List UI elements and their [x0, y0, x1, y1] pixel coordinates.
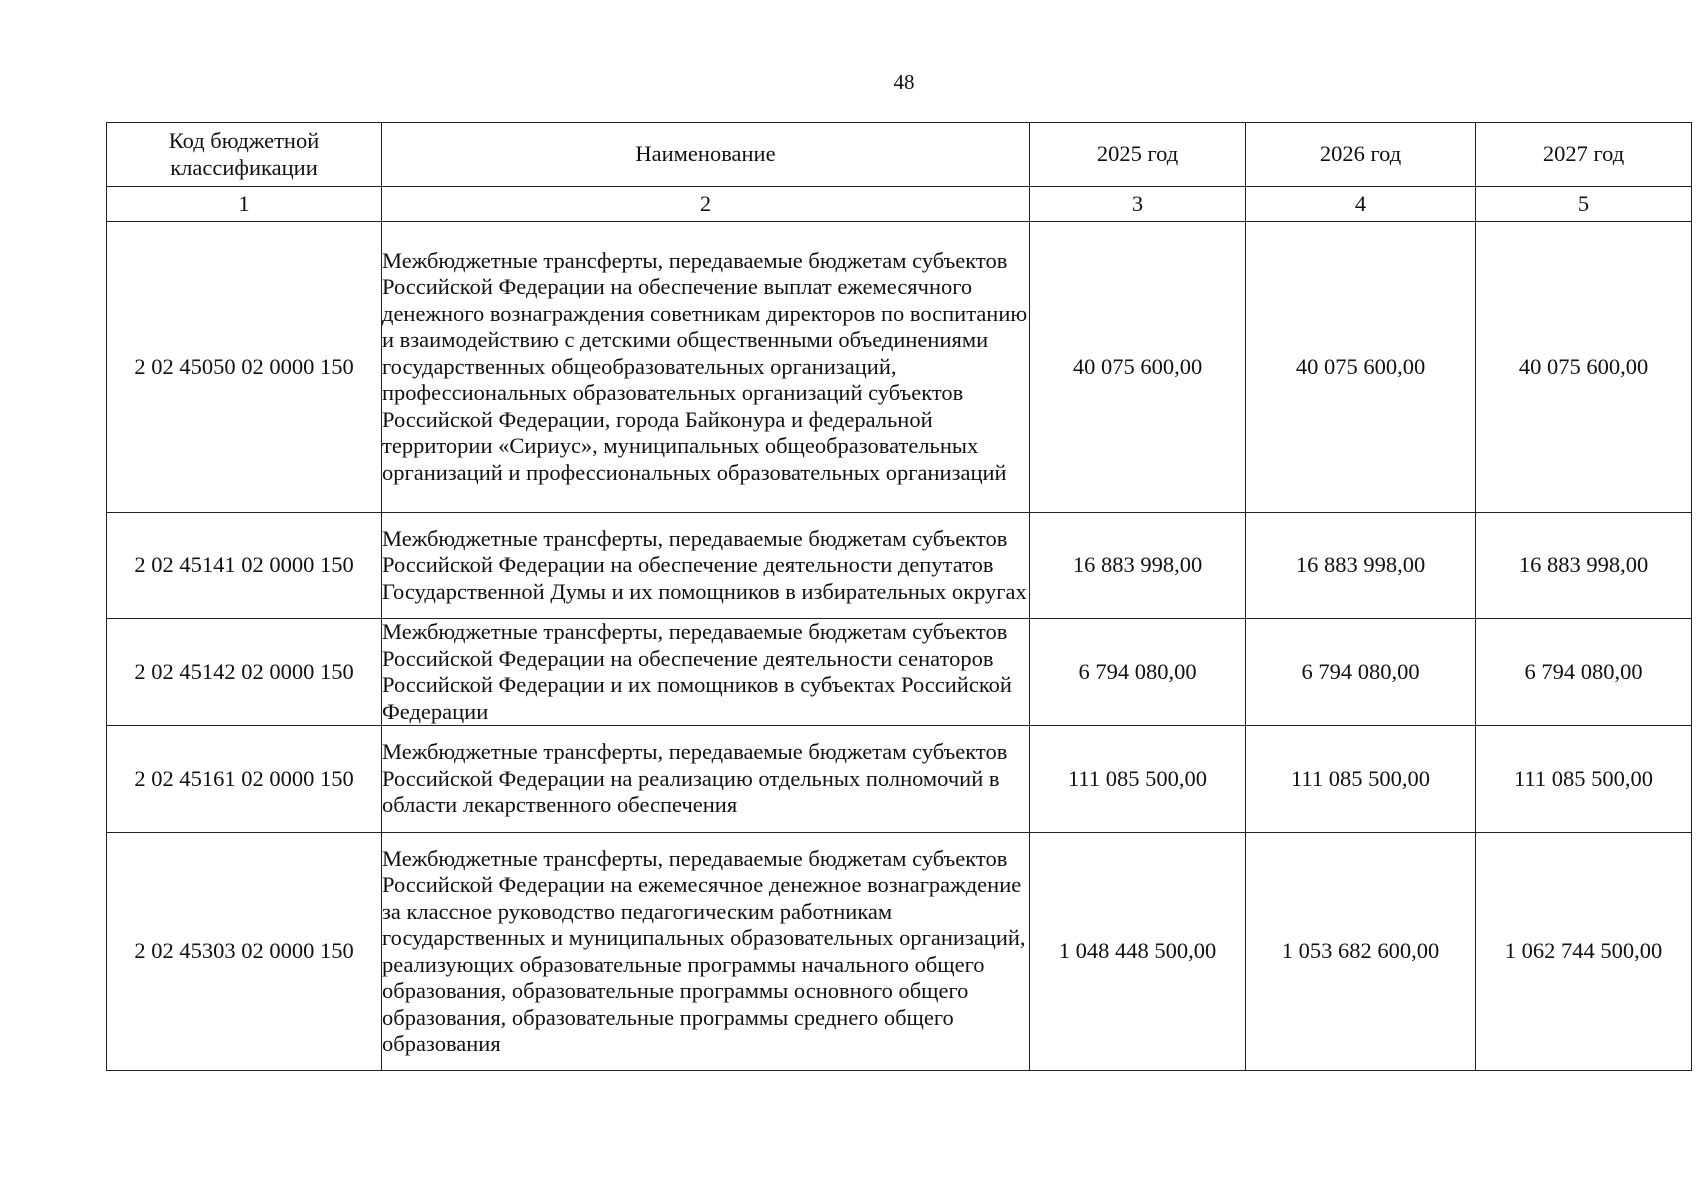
amount-2026: 111 085 500,00 [1246, 726, 1476, 833]
table-row [107, 513, 1692, 619]
column-number: 1 [107, 187, 382, 222]
amount-2027: 40 075 600,00 [1476, 222, 1692, 513]
item-name: Межбюджетные трансферты, передаваемые бюджетам субъектов Российской Федерации на реализацию отдельных полномочий в области лекарственного обеспечения [382, 726, 1030, 833]
budget-code: 2 02 45303 02 0000 150 [107, 833, 382, 1071]
header-2025: 2025 год [1030, 123, 1246, 187]
column-number: 3 [1030, 187, 1246, 222]
item-name: Межбюджетные трансферты, передаваемые бюджетам субъектов Российской Федерации на ежемесячное денежное вознаграждение за классное руководство педагогическим работникам государственных и муниципальных образовательных организаций, реализующих образовательные программы начального общего образования, образовательные программы основного общего образования, образовательные программы среднего общего образования [382, 833, 1030, 1071]
amount-2025: 16 883 998,00 [1030, 513, 1246, 619]
table-row [107, 726, 1692, 833]
amount-2026: 6 794 080,00 [1246, 619, 1476, 726]
item-name: Межбюджетные трансферты, передаваемые бюджетам субъектов Российской Федерации на обеспечение деятельности сенаторов Российской Федерации и их помощников в субъектах Российской Федерации [382, 619, 1030, 726]
header-code: Код бюджетной классификации [107, 123, 382, 187]
item-name: Межбюджетные трансферты, передаваемые бюджетам субъектов Российской Федерации на обеспечение выплат ежемесячного денежного вознаграждения советникам директоров по воспитанию и взаимодействию с детскими общественными объединениями государственных общеобразовательных организаций, профессиональных образовательных организаций субъектов Российской Федерации, города Байконура и федеральной территории «Сириус», муниципальных общеобразовательных организаций и профессиональных образовательных организаций [382, 222, 1030, 513]
amount-2026: 16 883 998,00 [1246, 513, 1476, 619]
amount-2025: 1 048 448 500,00 [1030, 833, 1246, 1071]
column-number: 4 [1246, 187, 1476, 222]
amount-2027: 1 062 744 500,00 [1476, 833, 1692, 1071]
amount-2027: 16 883 998,00 [1476, 513, 1692, 619]
amount-2026: 40 075 600,00 [1246, 222, 1476, 513]
budget-code: 2 02 45141 02 0000 150 [107, 513, 382, 619]
table-header-row [107, 123, 1692, 187]
amount-2025: 111 085 500,00 [1030, 726, 1246, 833]
amount-2025: 40 075 600,00 [1030, 222, 1246, 513]
table-row [107, 222, 1692, 513]
budget-code: 2 02 45142 02 0000 150 [107, 619, 382, 726]
table-row [107, 619, 1692, 726]
column-number: 2 [382, 187, 1030, 222]
column-number: 5 [1476, 187, 1692, 222]
budget-code: 2 02 45161 02 0000 150 [107, 726, 382, 833]
amount-2027: 111 085 500,00 [1476, 726, 1692, 833]
budget-table [106, 122, 1692, 1071]
amount-2025: 6 794 080,00 [1030, 619, 1246, 726]
budget-code: 2 02 45050 02 0000 150 [107, 222, 382, 513]
header-2026: 2026 год [1246, 123, 1476, 187]
amount-2026: 1 053 682 600,00 [1246, 833, 1476, 1071]
page-number: 48 [893, 70, 915, 94]
item-name: Межбюджетные трансферты, передаваемые бюджетам субъектов Российской Федерации на обеспечение деятельности депутатов Государственной Думы и их помощников в избирательных округах [382, 513, 1030, 619]
header-name: Наименование [382, 123, 1030, 187]
header-2027: 2027 год [1476, 123, 1692, 187]
column-number-row [107, 187, 1692, 222]
table-row [107, 833, 1692, 1071]
amount-2027: 6 794 080,00 [1476, 619, 1692, 726]
